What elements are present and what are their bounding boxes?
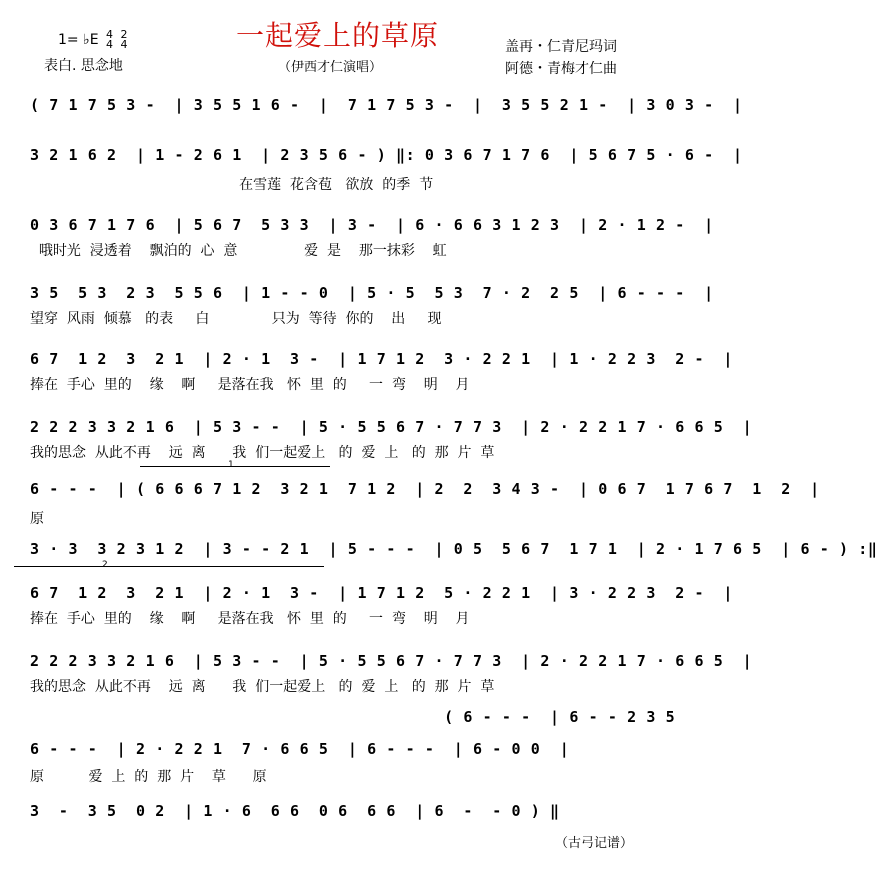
composer-credit: 阿德・青梅才仁曲 [505, 61, 617, 77]
score-row-5 [0, 350, 734, 393]
lyrics-line: 望穿 风雨 倾慕 的表 白 只为 等待 你的 出 现 [30, 311, 442, 327]
notes-line: 6 7 1 2 3 2 1 | 2 · 1 3 - | 1 7 1 2 3 · 2 2 1 | 1 · 2 2 3 2 - | [30, 350, 734, 368]
notes-line: ( 6 - - - | 6 - - 2 3 5 [30, 708, 676, 726]
lyrics-line: 在雪莲 花含苞 欲放 的季 节 [30, 177, 434, 193]
notes-line: 6 - - - | ( 6 6 6 7 1 2 3 2 1 7 1 2 | 2 2 3 4 3 - | 0 6 7 1 7 6 7 1 2 | [30, 480, 820, 498]
score-row-11 [0, 708, 675, 728]
singer-credit: （伊西才仁演唱） [278, 60, 383, 75]
transcriber-credit: （古弓记谱） [555, 836, 634, 851]
score-row-10 [0, 652, 753, 695]
meter-b: 2 4 [120, 28, 128, 51]
volta-1-bracket [140, 466, 330, 467]
meter-a: 4 4 [106, 28, 113, 51]
notes-line: 0 3 6 7 1 7 6 | 5 6 7 5 3 3 | 3 - | 6 · 6 6 3 1 2 3 | 2 · 1 2 - | [30, 216, 714, 234]
lyrics-line: 原 爱 上 的 那 片 草 原 [30, 769, 267, 785]
lyrics-line: 我的思念 从此不再 远 离 我 们一起爱上 的 爱 上 的 那 片 草 [30, 679, 495, 695]
score-row-13 [0, 802, 675, 822]
score-row-8 [0, 540, 878, 560]
expression-mark: 表白. 思念地 [44, 58, 123, 74]
score-row-6 [0, 418, 753, 461]
score-row-1 [0, 96, 743, 116]
score-row-4 [0, 284, 714, 327]
notes-line: 3 5 5 3 2 3 5 5 6 | 1 - - 0 | 5 · 5 5 3 7 · 2 2 5 | 6 - - - | [30, 284, 714, 302]
score-row-3 [0, 216, 714, 259]
song-title: 一起爱上的草原 [235, 19, 439, 52]
key-text: 1= ♭E [58, 32, 99, 48]
lyrics-line: 捧在 手心 里的 缘 啊 是落在我 怀 里 的 一 弯 明 月 [30, 377, 470, 393]
lyricist-credit: 盖再・仁青尼玛词 [505, 39, 617, 55]
score-row-9 [0, 584, 734, 627]
lyrics-line: 我的思念 从此不再 远 离 我 们一起爱上 的 爱 上 的 那 片 草 [30, 445, 495, 461]
volta-2-bracket [14, 566, 324, 567]
notes-line: ( 7 1 7 5 3 - | 3 5 5 1 6 - | 7 1 7 5 3 - | 3 5 5 2 1 - | 3 0 3 - | [30, 96, 743, 114]
notes-line: 3 · 3 3 2 3 1 2 | 3 - - 2 1 | 5 - - - | 0 5 5 6 7 1 7 1 | 2 · 1 7 6 5 | 6 - ) :‖ [30, 540, 878, 558]
volta-1-number: 1 [228, 460, 234, 470]
notes-line: 3 - 3 5 0 2 | 1 · 6 6 6 0 6 6 6 | 6 - - 0 ) ‖ [30, 802, 560, 820]
notes-line: 6 7 1 2 3 2 1 | 2 · 1 3 - | 1 7 1 2 5 · 2 2 1 | 3 · 2 2 3 2 - | [30, 584, 734, 602]
score-row-12 [0, 740, 675, 785]
score-row-7 [0, 480, 820, 527]
lyrics-line: 捧在 手心 里的 缘 啊 是落在我 怀 里 的 一 弯 明 月 [30, 611, 470, 627]
notes-line: 2 2 2 3 3 2 1 6 | 5 3 - - | 5 · 5 5 6 7 · 7 7 3 | 2 · 2 2 1 7 · 6 6 5 | [30, 652, 753, 670]
lyrics-line: 原 [30, 511, 44, 527]
score-row-2 [0, 146, 743, 193]
lyrics-line: 哦时光 浸透着 飘泊的 心 意 爱 是 那一抹彩 虹 [30, 243, 447, 259]
volta-2-number: 2 [102, 560, 108, 570]
key-signature [58, 30, 127, 50]
notes-line: 2 2 2 3 3 2 1 6 | 5 3 - - | 5 · 5 5 6 7 · 7 7 3 | 2 · 2 2 1 7 · 6 6 5 | [30, 418, 753, 436]
notes-line: 3 2 1 6 2 | 1 - 2 6 1 | 2 3 5 6 - ) ‖: 0 3 6 7 1 7 6 | 5 6 7 5 · 6 - | [30, 146, 743, 164]
notes-line: 6 - - - | 2 · 2 2 1 7 · 6 6 5 | 6 - - - | 6 - 0 0 | [30, 740, 570, 758]
